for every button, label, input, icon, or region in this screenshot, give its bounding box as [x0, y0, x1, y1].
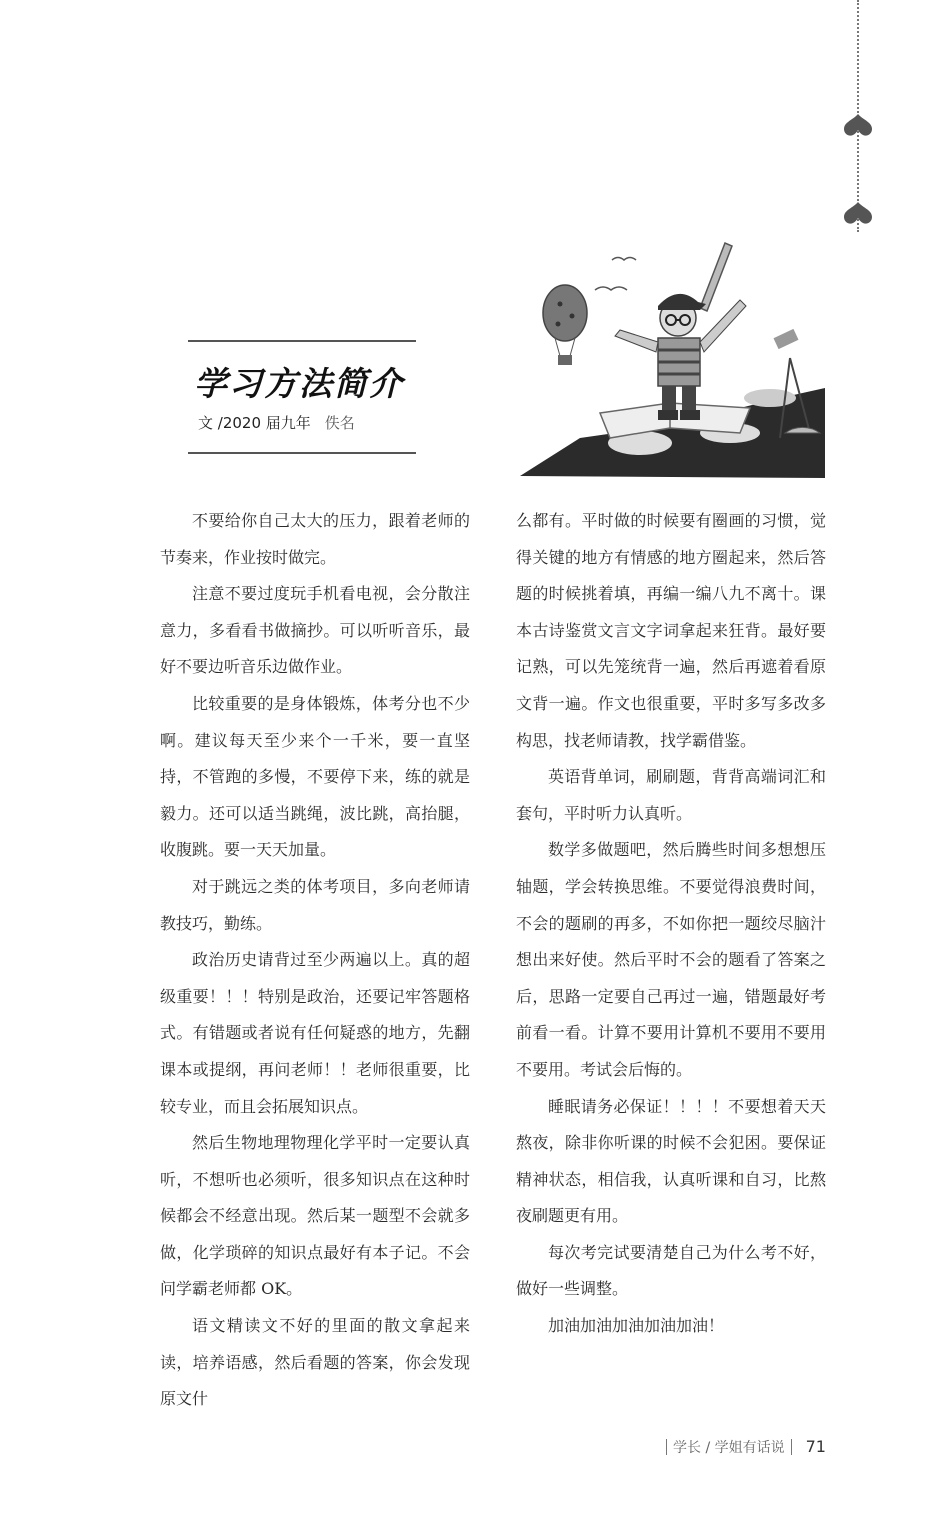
- paragraph: 政治历史请背过至少两遍以上。真的超级重要！！！特别是政治，还要记牢答题格式。有错题或者说有任何疑惑的地方，先翻课本或提纲，再问老师！！老师很重要，比较专业，而且会拓展知识点。: [160, 950, 470, 1116]
- paragraph: 语文精读文不好的里面的散文拿起来读，培养语感，然后看题的答案，你会发现原文什: [160, 1316, 470, 1409]
- paragraph: 睡眠请务必保证！！！！不要想着天天熬夜，除非你听课的时候不会犯困。要保证精神状态，相信我，认真听课和自习，比熬夜刷题更有用。: [516, 1096, 826, 1226]
- text-column-right: [516, 503, 826, 1345]
- paragraph: 么都有。平时做的时候要有圈画的习惯，觉得关键的地方有情感的地方圈起来，然后答题的时候挑着填，再编一编八九不离十。课本古诗鉴赏文言文字词拿起来狂背。最好要记熟，可以先笼统背一遍，然后再遮着看原文背一遍。作文也很重要，平时多写多改多构思，找老师请教，找学霸借鉴。: [516, 511, 826, 750]
- paragraph: 不要给你自己太大的压力，跟着老师的节奏来，作业按时做完。: [160, 511, 470, 567]
- heart-icon: [842, 200, 874, 228]
- article-header: [188, 340, 416, 454]
- paragraph: 注意不要过度玩手机看电视，会分散注意力，多看看书做摘抄。可以听听音乐，最好不要边听音乐边做作业。: [160, 584, 470, 677]
- paragraph: 对于跳远之类的体考项目，多向老师请教技巧，勤练。: [160, 876, 470, 933]
- footer-divider: [666, 1439, 667, 1455]
- footer-divider: [791, 1439, 792, 1455]
- paragraph: 数学多做题吧，然后腾些时间多想想压轴题，学会转换思维。不要觉得浪费时间，不会的题刷的再多，不如你把一题绞尽脑汁想出来好使。然后平时不会的题看了答案之后，思路一定要自己再过一遍，错题最好考前看一看。计算不要用计算机不要用不要用不要用。考试会后悔的。: [516, 840, 826, 1079]
- section-name: 学长 / 学姐有话说: [673, 1440, 785, 1456]
- heart-icon: [842, 112, 874, 140]
- paragraph: 然后生物地理物理化学平时一定要认真听，不想听也必须听，很多知识点在这种时候都会不经意出现。然后某一题型不会就多做，化学琐碎的知识点最好有本子记。不会问学霸老师都 OK。: [160, 1133, 470, 1299]
- byline-class: 文 /2020 届九年: [198, 414, 311, 432]
- paragraph: 英语背单词，刷刷题，背背高端词汇和套句，平时听力认真听。: [516, 767, 826, 823]
- text-column-left: [160, 503, 470, 1418]
- byline: [198, 412, 355, 433]
- paragraph: 加油加油加油加油加油！: [548, 1316, 725, 1336]
- paragraph: 比较重要的是身体锻炼，体考分也不少啊。建议每天至少来个一千米，要一直坚持，不管跑的多慢，不要停下来，练的就是毅力。还可以适当跳绳，波比跳，高抬腿，收腹跳。要一天天加量。: [160, 693, 470, 860]
- article-title: 学习方法简介: [194, 364, 404, 403]
- page-number: 71: [805, 1437, 826, 1456]
- page-footer: [660, 1437, 826, 1457]
- student-illustration: [520, 238, 825, 478]
- paragraph: 每次考完试要清楚自己为什么考不好，做好一些调整。: [516, 1242, 826, 1299]
- byline-author: 佚名: [324, 414, 355, 432]
